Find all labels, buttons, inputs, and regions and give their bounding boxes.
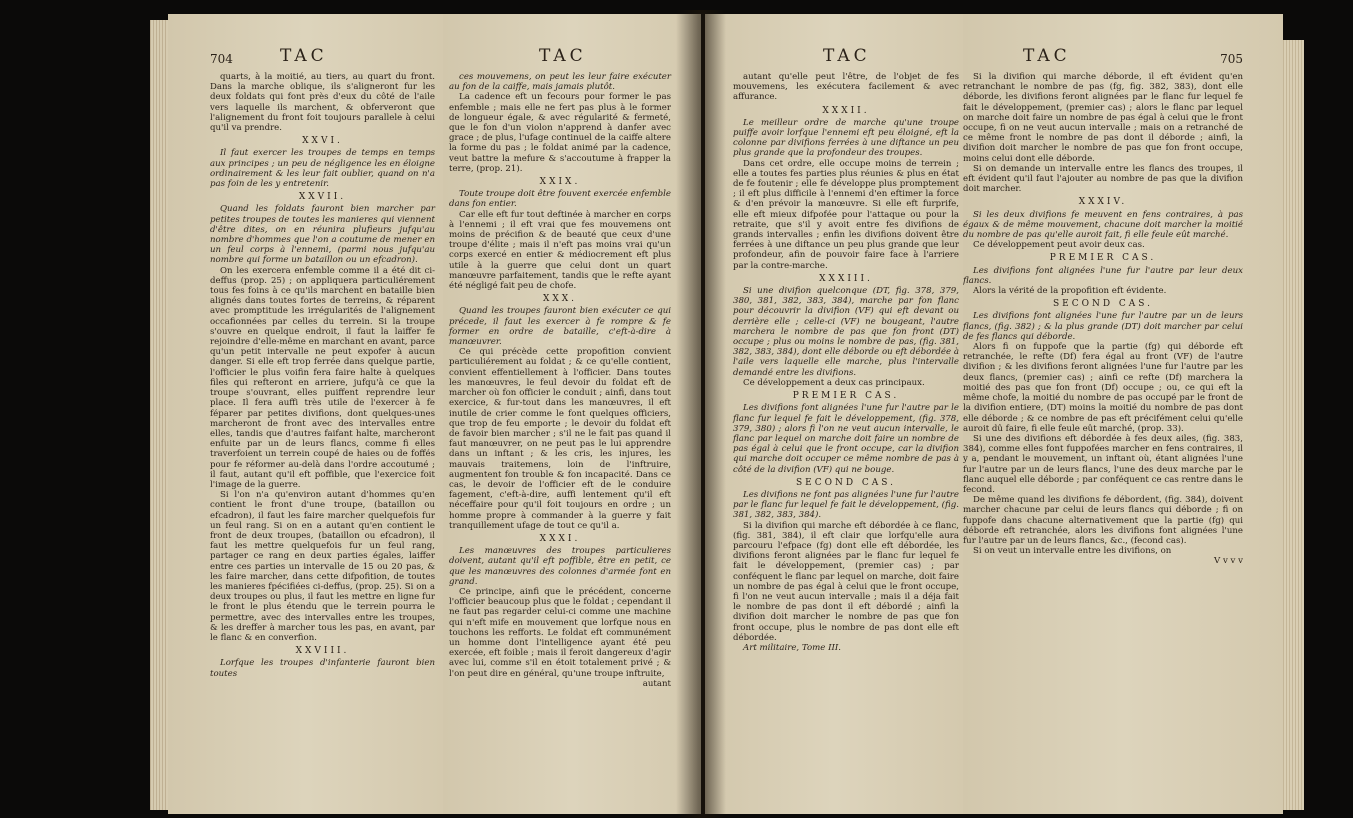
page-text — [210, 72, 435, 679]
paragraph: Dans cet ordre, elle occupe moins de terrein ; elle a toutes fes parties plus réunies & plus en état de fe foutenir ; elle fe développe plus promptement ; il eft plus difficile à l'ennemi d'en eftimer la force & d'en prévoir la manœuvre. Si elle eft furprife, elle eft mieux difpofée pour l'attaque ou pour la retraite, que s'il y avoit entre fes divifions de grands intervalles ; enfin les divifions doivent être ferrées à une diftance un peu plus grande que leur profondeur, afin de pouvoir faire face à l'arriere par la contre-marche. — [733, 158, 959, 271]
section-heading: XXVI. — [302, 136, 343, 147]
paragraph: Alors la vérité de la propofition eft évidente. — [973, 286, 1167, 297]
page-footer: Art militaire, Tome III. — [743, 642, 841, 653]
paragraph: autant qu'elle peut l'être, de l'objet de fes mouvemens, les exécutera facilement & avec affurance. — [733, 72, 959, 103]
italic-proposition: Quand les foldats fauront bien marcher par petites troupes de toutes les manieres qui viennent d'être dites, on en réunira plufieurs jufqu'au nombre d'hommes que l'on a coutume de mener en un feul corps à l'ennemi, (parmi nous jufqu'au nombre qui forme un bataillon ou un efcadron). — [210, 204, 435, 266]
page-right-column-1 — [705, 14, 963, 814]
italic-proposition: Le meilleur ordre de marche qu'une troupe puiffe avoir lorfque l'ennemi eft peu éloigné, eft la colonne par divifions ferrées à une diftance un peu plus grande que la profondeur des troupes. — [733, 117, 959, 159]
running-head: TAC — [280, 46, 328, 66]
section-heading: PREMIER CAS. — [792, 391, 900, 402]
paragraph: Alors fi on fuppofe que la partie (fg) qui déborde eft retranchée, le refte (Df) fera égal au front (VF) de l'autre divifion ; & les divifions feront alignées l'une fur l'autre par les deux flancs, (premier cas) ; ainfi ce refte (Df) marchera la moitié des pas que fon front (Df) occupe ; ou, ce qui eft la même chofe, la moitié du nombre de pas occupé par le front de la divifion entiere, (DT) moins la moitié du nombre de pas dont elle déborde ; & ce nombre de pas eft précifément celui qu'elle auroit dû faire, fi elle feule eût marché, (prop. 33). — [963, 342, 1243, 434]
section-heading: XXXIV. — [1078, 197, 1128, 208]
running-head: TAC — [1023, 46, 1071, 66]
paragraph: Car elle eft fur tout deftinée à marcher en corps à l'ennemi ; il eft vrai que fes mouvemens ont moins de précifion & de beauté que ceux d'une troupe d'élite ; mais il n'eft pas moins vrai qu'un corps exercé en entier & médiocrement eft plus utile à la guerre que celui dont un quart manœuvre parfaitement, tandis que le refte ayant été négligé fait peu de chofe. — [449, 209, 671, 292]
page-705 — [963, 14, 1283, 814]
paragraph: quarts, à la moitié, au tiers, au quart du front. Dans la marche oblique, ils s'aligneront fur les deux foldats qui font près d'eux du côté de l'aile vers laquelle ils marchent, & obferveront que l'alignement du front foit toujours parallele à celui qu'il va prendre. — [210, 72, 435, 134]
italic-proposition: Si une divifion quelconque (DT, fig. 378, 379, 380, 381, 382, 383, 384), marche par fon flanc pour découvrir la divifion (VF) qui eft devant ou derrière elle ; celle-ci (VF) ne bougeant, l'autre marchera le nombre de pas que fon front (DT) occupe ; plus ou moins le nombre de pas, (fig. 381, 382, 383, 384), dont elle déborde ou eft débordée à l'aile vers laquelle elle marche, plus l'intervalle demandé entre les divifions. — [733, 286, 959, 378]
paragraph: Ce principe, ainfi que le précédent, concerne l'officier beaucoup plus que le foldat ; cependant il ne faut pas regarder celui-ci comme une machine qui n'eft mife en mouvement que lorfque nous en touchons les refforts. Le foldat eft communément un homme dont l'intelligence ayant été peu exercée, eft foible ; mais il feroit dangereux d'agir avec lui, comme s'il en étoit totalement privé ; & l'on peut dire en général, qu'une troupe inftruite, — [449, 586, 671, 679]
page-text — [963, 72, 1243, 567]
running-head: TAC — [539, 46, 587, 66]
section-heading: XXXIII. — [819, 273, 873, 284]
right-page-edges — [1280, 40, 1304, 810]
paragraph: Ce développement peut avoir deux cas. — [973, 240, 1145, 251]
italic-proposition: Les divifions font alignées l'une fur l'autre par le flanc fur lequel fe fait le développement, (fig. 378, 379, 380) ; alors fi l'on ne veut aucun intervalle, le flanc par lequel on marche doit faire un nombre de pas égal à celui que le front occupe, car la divifion qui marche doit occuper ce même nombre de pas à côté de la divifion (VF) qui ne bouge. — [733, 403, 959, 475]
italic-proposition: Si les deux divifions fe meuvent en fens contraires, à pas égaux & de même mouvement, chacune doit marcher la moitié du nombre de pas qu'elle auroit fait, fi elle feule eût marché. — [963, 209, 1243, 241]
italic-proposition: Il faut exercer les troupes de temps en temps aux principes ; un peu de négligence les en éloigne ordinairement & les leur fait oublier, quand on n'a pas foin de les y entretenir. — [210, 148, 435, 190]
section-heading: XXVIII. — [295, 646, 350, 657]
book-gutter — [676, 10, 726, 818]
paragraph: Si la divifion qui marche déborde, il eft évident qu'en retranchant le nombre de pas (fg, fig. 382, 383), dont elle déborde, les divifions feront alignées par le flanc fur lequel fe fait le développement, (premier cas) ; alors le flanc par lequel on marche doit faire un nombre de pas égal à celui que le front occupe, fi on ne veut aucun intervalle ; mais on a retranché de ce même front le nombre de pas dont il déborde ; ainfi, la divifion doit marcher le nombre de pas que fon front occupe, moins celui dont elle déborde. — [963, 72, 1243, 164]
page-number: 704 — [210, 52, 233, 66]
section-heading: PREMIER CAS. — [1049, 253, 1157, 264]
catchword: autant — [642, 678, 671, 689]
page-text — [733, 72, 959, 653]
italic-proposition: ces mouvemens, on peut les leur faire exécuter au fon de la caiffe, mais jamais plutôt. — [449, 72, 671, 93]
section-heading: SECOND CAS. — [1052, 299, 1154, 310]
paragraph: Ce qui précède cette propofition convient particuliérement au foldat ; & ce qu'elle contient, convient effentiellement à l'officier. Dans toutes les manœuvres, le feul devoir du foldat eft de marcher où fon officier le conduit ; ainfi, dans tout exercice, & fur-tout dans les manœuvres, il eft inutile de crier comme le font quelques officiers, que trop de feu emporte ; le devoir du foldat eft de favoir bien marcher ; s'il ne le fait pas quand il faut manœuvrer, on ne peut pas le lui apprendre dans un inftant ; & les cris, les injures, les mauvais traitemens, loin de l'inftruire, augmentent fon trouble & fon incapacité. Dans ce cas, le devoir de l'officier eft de le conduire fagement, c'eft-à-dire, auffi lentement qu'il eft néceffaire pour qu'il foit toujours en ordre ; un homme propre à commander à la guerre y fait tranquillement ufage de tout ce qu'il a. — [449, 347, 671, 531]
paragraph: Si une des divifions eft débordée à fes deux ailes, (fig. 383, 384), comme elles font fuppofées marcher en fens contraires, il y a, pendant le mouvement, un inftant où, étant alignées l'une fur l'autre par un de leurs flancs, l'une des deux marche par le flanc auquel elle déborde ; par conféquent ce cas rentre dans le fecond. — [963, 433, 1243, 495]
italic-proposition: Lorfque les troupes d'infanterie fauront bien toutes — [210, 658, 435, 679]
paragraph: Si on veut un intervalle entre les divifions, on — [973, 546, 1172, 557]
paragraph: Ce développement a deux cas principaux. — [743, 377, 925, 388]
paragraph: Si on demande un intervalle entre les flancs des troupes, il eft évident qu'il faut l'ajouter au nombre de pas que la divifion doit marcher. — [963, 163, 1243, 195]
italic-proposition: Les divifions ne font pas alignées l'une fur l'autre par le flanc fur lequel fe fait le développement, (fig. 381, 382, 383, 384). — [733, 489, 959, 521]
page-text — [449, 72, 671, 689]
page-number: 705 — [1220, 52, 1243, 66]
section-heading: XXXII. — [822, 105, 870, 116]
italic-proposition: Quand les troupes fauront bien exécuter ce qui précede, il faut les exercer à fe rompre & fe former en ordre de bataille, c'eft-à-dire à manœuvrer. — [449, 306, 671, 348]
paragraph: Si l'on n'a qu'environ autant d'hommes qu'en contient le front d'une troupe, (bataillon ou efcadron), il faut les faire marcher quelquefois fur un feul rang. Si on en a autant qu'en contient le front de deux troupes, (bataillon ou efcadron), il faut les mettre quelquefois fur un feul rang, partager ce rang en deux parties égales, laiffer entre ces parties un intervalle de 15 ou 20 pas, & les faire marcher, dans cette difpofition, de toutes les manieres fpécifiées ci-deffus, (prop. 25). Si on a deux troupes ou plus, il faut les mettre en ligne fur le front le plus étendu que le terrein pourra le permettre, avec des intervalles entre les troupes, & les dreffer à marcher tous les pas, en avant, par le flanc & en converfion. — [210, 490, 435, 643]
paragraph: Si la divifion qui marche eft débordée à ce flanc, (fig. 381, 384), il eft clair que lorfqu'elle aura parcouru l'efpace (fg) dont elle eft débordée, les divifions feront alignées par le flanc fur lequel fe fait le développement, (premier cas) ; par conféquent le flanc par lequel on marche, doit faire un nombre de pas égal à celui que le front occupe, fi l'on ne veut aucun intervalle ; mais il a déja fait le nombre de pas dont il eft débordé ; ainfi la divifion doit marcher le nombre de pas que fon front occupe, plus le nombre de pas dont elle eft débordée. — [733, 520, 959, 643]
running-head: TAC — [823, 46, 871, 66]
italic-proposition: Toute troupe doit être fouvent exercée enfemble dans fon entier. — [449, 189, 671, 210]
section-heading: XXXI. — [539, 533, 581, 544]
section-heading: XXVII. — [298, 192, 347, 203]
section-heading: XXX. — [542, 294, 578, 305]
catchword: V v v v — [1214, 556, 1243, 567]
italic-proposition: Les divifions font alignées l'une fur l'autre par un de leurs flancs, (fig. 382) ; & la plus grande (DT) doit marcher par celui de fes flancs qui déborde. — [963, 311, 1243, 342]
paragraph: La cadence eft un fecours pour former le pas enfemble ; mais elle ne fert pas plus à le former de longueur égale, & avec régularité & fermeté, que le fon d'un violon n'apprend à danfer avec grace ; de plus, l'ufage continuel de la caiffe altere la forme du pas ; le foldat animé par la cadence, veut battre la mefure & s'accoutume à frapper la terre, (prop. 21). — [449, 92, 671, 174]
section-heading: XXIX. — [539, 177, 581, 188]
section-heading: SECOND CAS. — [795, 477, 897, 488]
page-left-column-2 — [443, 14, 701, 814]
paragraph: On les exercera enfemble comme il a été dit ci-deffus (prop. 25) ; on appliquera particuliérement tous fes foins à ce qu'ils marchent en bataille bien alignés dans toutes fortes de terreins, & réparent avec promptitude les irrégularités de l'alignement occafionnées par celles du terrein. Si la troupe s'ouvre en quelque endroit, il faut la laiffer fe rejoindre d'elle-même en marchant en avant, parce qu'un petit intervalle ne peut expofer à aucun danger. Si elle eft trop ferrée dans quelque partie, l'officier le plus voifin fera faire halte à quelques files qui refteront en arriere, jufqu'à ce que la troupe s'ouvrant, elles puiffent reprendre leur place. Il fera auffi très utile de l'exercer à fe féparer par petites divifions, dont quelques-unes marcheront de front avec des intervalles entre elles, tandis que d'autres faifant halte, marcheront enfuite par un de leurs flancs, comme fi elles traverfoient un terrein coupé de haies ou de foffés pour fe réformer au-delà dans l'ordre accoutumé ; il faut, autant qu'il eft poffible, que l'exercice foit l'image de la guerre. — [210, 265, 435, 490]
paragraph: De même quand les divifions fe débordent, (fig. 384), doivent marcher chacune par celui de leurs flancs qui déborde ; fi on fuppofe dans chacune alternativement que la partie (fg) qui déborde eft retranchée, alors les divifions font alignées l'une fur l'autre par un de leurs flancs, &c., (fecond cas). — [963, 495, 1243, 546]
italic-proposition: Les divifions font alignées l'une fur l'autre par leur deux flancs. — [963, 265, 1243, 286]
italic-proposition: Les manœuvres des troupes particulieres doivent, autant qu'il eft poffible, être en petit, ce que les manœuvres des colonnes d'armée font en grand. — [449, 546, 671, 587]
page-704 — [168, 14, 443, 814]
